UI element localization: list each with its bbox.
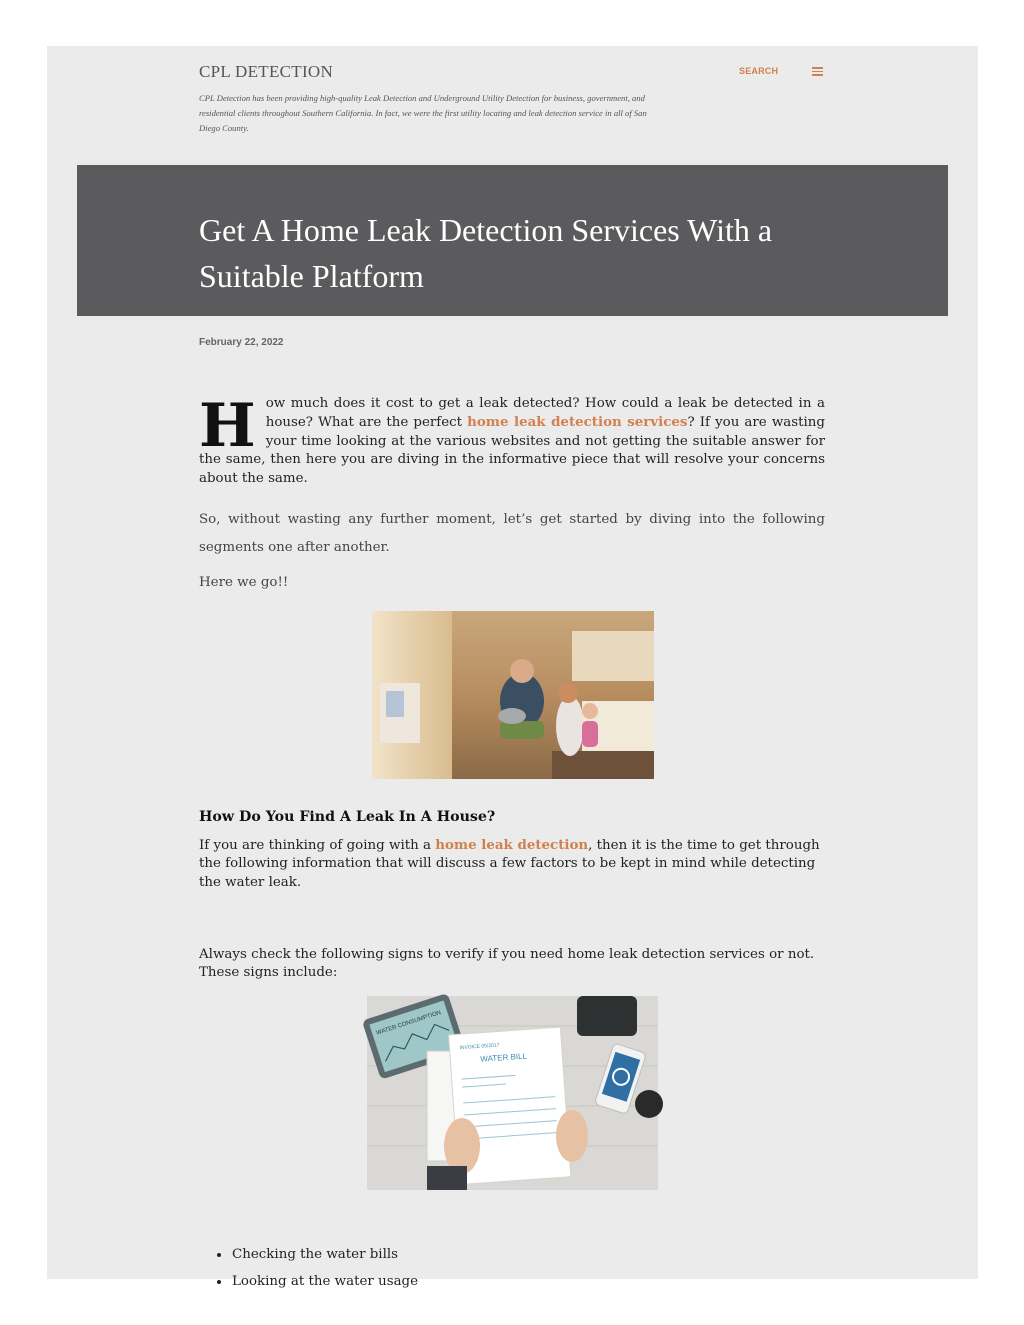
- list-item: • Looking at the water usage: [231, 1268, 418, 1295]
- para4-text-start: If you are thinking of going with a: [199, 838, 436, 853]
- search-button[interactable]: SEARCH: [739, 66, 779, 76]
- tablet-label: WATER CONSUMPTION: [375, 1010, 442, 1037]
- home-leak-detection-services-link[interactable]: home leak detection services: [467, 414, 688, 431]
- hamburger-menu-icon[interactable]: [811, 65, 825, 77]
- para4-text-end: , then it is the time to get through the following information that will discuss a few factors to be kept in mind while detecting the water leak.: [199, 838, 820, 890]
- invoice-label: INVOICE 05/2017: [459, 1042, 500, 1052]
- post-title: Get A Home Leak Detection Services With a Suitable Platform: [199, 212, 773, 294]
- site-description: CPL Detection has been providing high-quality Leak Detection and Underground Utility Detection for business, government, and residential clients throughout Southern California. In fact, we were the first utility locating and leak detection service in all of San Diego County.: [199, 93, 647, 133]
- home-leak-detection-link[interactable]: home leak detection: [435, 837, 589, 853]
- water-bill-photo: [367, 996, 658, 1190]
- signs-list: [217, 1241, 418, 1295]
- intro-paragraph: [199, 391, 826, 488]
- intro-text-end: ? If you are wasting your time looking at the various websites and not getting the suitable answer for the same, then here you are diving in the informative piece that will resolve your concerns about the same.: [199, 415, 826, 486]
- paragraph-four: [199, 836, 825, 892]
- page-container: [47, 46, 978, 1289]
- drop-cap: H: [199, 391, 256, 461]
- post-date: February 22, 2022: [199, 337, 284, 348]
- family-leak-photo: [372, 611, 654, 779]
- paragraph-five: Always check the following signs to verify if you need home leak detection services or not. These signs include:: [199, 947, 815, 981]
- water-bill-label: WATER BILL: [480, 1051, 528, 1064]
- site-title[interactable]: CPL DETECTION: [199, 62, 334, 81]
- paragraph-two: So, without wasting any further moment, let’s get started by diving into the following segments one after another.: [199, 512, 825, 555]
- section-heading: How Do You Find A Leak In A House?: [199, 809, 496, 825]
- paragraph-three: Here we go!!: [199, 575, 289, 590]
- list-item: • Checking the water bills: [231, 1241, 418, 1268]
- post-title-banner: [77, 165, 948, 316]
- intro-text-start: ow much does it cost to get a leak detected? How could a leak be detected in a house? What are the perfect: [265, 396, 825, 431]
